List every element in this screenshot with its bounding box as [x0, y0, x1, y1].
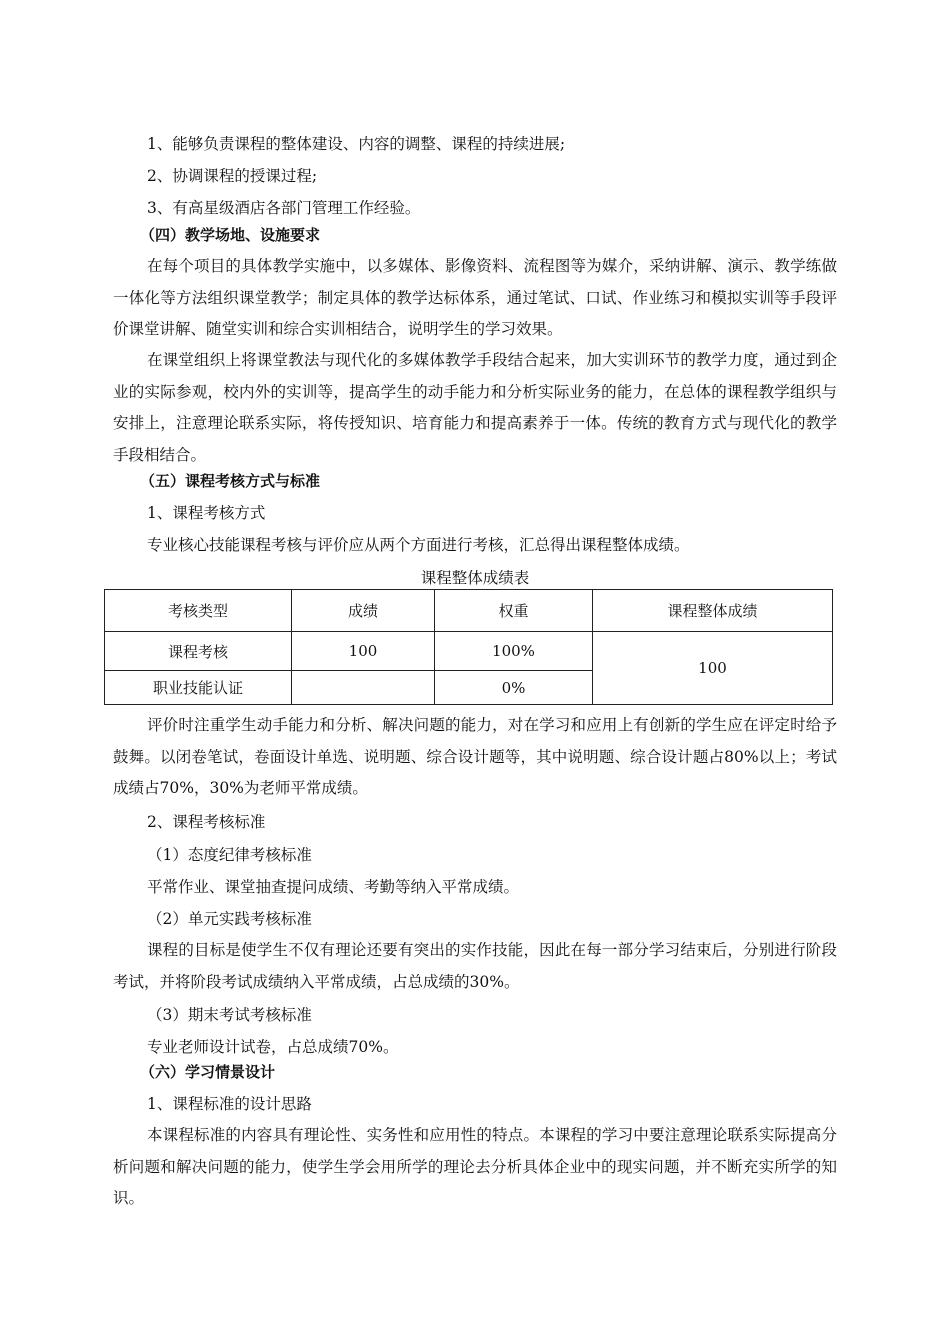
table-header-cell: 成绩: [292, 590, 435, 632]
section-6-heading: （六）学习情景设计: [140, 1063, 276, 1081]
section-6-subheading-1: 1、课程标准的设计思路: [147, 1095, 312, 1113]
table-cell-total: 100: [593, 632, 833, 705]
table-cell-type: 职业技能认证: [105, 671, 292, 705]
section-5-subheading-1: 1、课程考核方式: [147, 504, 266, 522]
section-4-paragraph-1: 在每个项目的具体教学实施中，以多媒体、影像资料、流程图等为媒介，采纳讲解、演示、教学练做一体化等方法组织课堂教学；制定具体的教学达标体系，通过笔试、口试、作业练习和模拟实训等手段评价课堂讲解、随堂实训和综合实训相结合，说明学生的学习效果。: [113, 257, 837, 338]
section-5-heading: （五）课程考核方式与标准: [140, 472, 321, 490]
table-header-cell: 考核类型: [105, 590, 292, 632]
table-cell-score: [292, 671, 435, 705]
table-header-cell: 课程整体成绩: [593, 590, 833, 632]
table-header-cell: 权重: [435, 590, 593, 632]
criteria-3-title: （3）期末考试考核标准: [147, 1006, 312, 1024]
section-4-paragraph-2: 在课堂组织上将课堂教法与现代化的多媒体教学手段结合起来，加大实训环节的教学力度，通过到企业的实际参观，校内外的实训等，提高学生的动手能力和分析实际业务的能力，在总体的课程教学组织与安排上，注意理论联系实际，将传授知识、培育能力和提高素养于一体。传统的教育方式与现代化的教学手段相结合。: [113, 351, 837, 464]
table-caption: 课程整体成绩表: [420, 569, 530, 587]
criteria-3-text: 专业老师设计试卷，占总成绩70%。: [147, 1038, 399, 1056]
table-row: [105, 632, 833, 671]
section-5-subheading-2: 2、课程考核标准: [147, 813, 266, 831]
section-4-heading: （四）教学场地、设施要求: [140, 226, 321, 244]
criteria-2-title: （2）单元实践考核标准: [147, 910, 312, 928]
section-5-paragraph-1: 专业核心技能课程考核与评价应从两个方面进行考核，汇总得出课程整体成绩。: [147, 536, 690, 554]
criteria-1-text: 平常作业、课堂抽查提问成绩、考勤等纳入平常成绩。: [147, 878, 520, 896]
criteria-1-title: （1）态度纪律考核标准: [147, 846, 312, 864]
section-5-paragraph-2: 评价时注重学生动手能力和分析、解决问题的能力，对在学习和应用上有创新的学生应在评定时给予鼓舞。以闭卷笔试，卷面设计单选、说明题、综合设计题等，其中说明题、综合设计题占80%以上；考试成绩占70%，30%为老师平常成绩。: [113, 716, 837, 797]
table-cell-weight: 0%: [435, 671, 593, 705]
duty-item-3: 3、有高星级酒店各部门管理工作经验。: [147, 199, 421, 217]
grade-table: [104, 589, 833, 705]
table-cell-score: 100: [292, 632, 435, 671]
table-cell-type: 课程考核: [105, 632, 292, 671]
section-6-paragraph-1: 本课程标准的内容具有理论性、实务性和应用性的特点。本课程的学习中要注意理论联系实际提高分析问题和解决问题的能力，使学生学会用所学的理论去分析具体企业中的现实问题，并不断充实所学的知识。: [113, 1126, 837, 1207]
table-cell-weight: 100%: [435, 632, 593, 671]
table-header-row: [105, 590, 833, 632]
duty-item-1: 1、能够负责课程的整体建设、内容的调整、课程的持续进展;: [147, 135, 566, 153]
duty-item-2: 2、协调课程的授课过程;: [147, 167, 318, 185]
criteria-2-text: 课程的目标是使学生不仅有理论还要有突出的实作技能，因此在每一部分学习结束后，分别进行阶段考试，并将阶段考试成绩纳入平常成绩，占总成绩的30%。: [113, 941, 837, 991]
